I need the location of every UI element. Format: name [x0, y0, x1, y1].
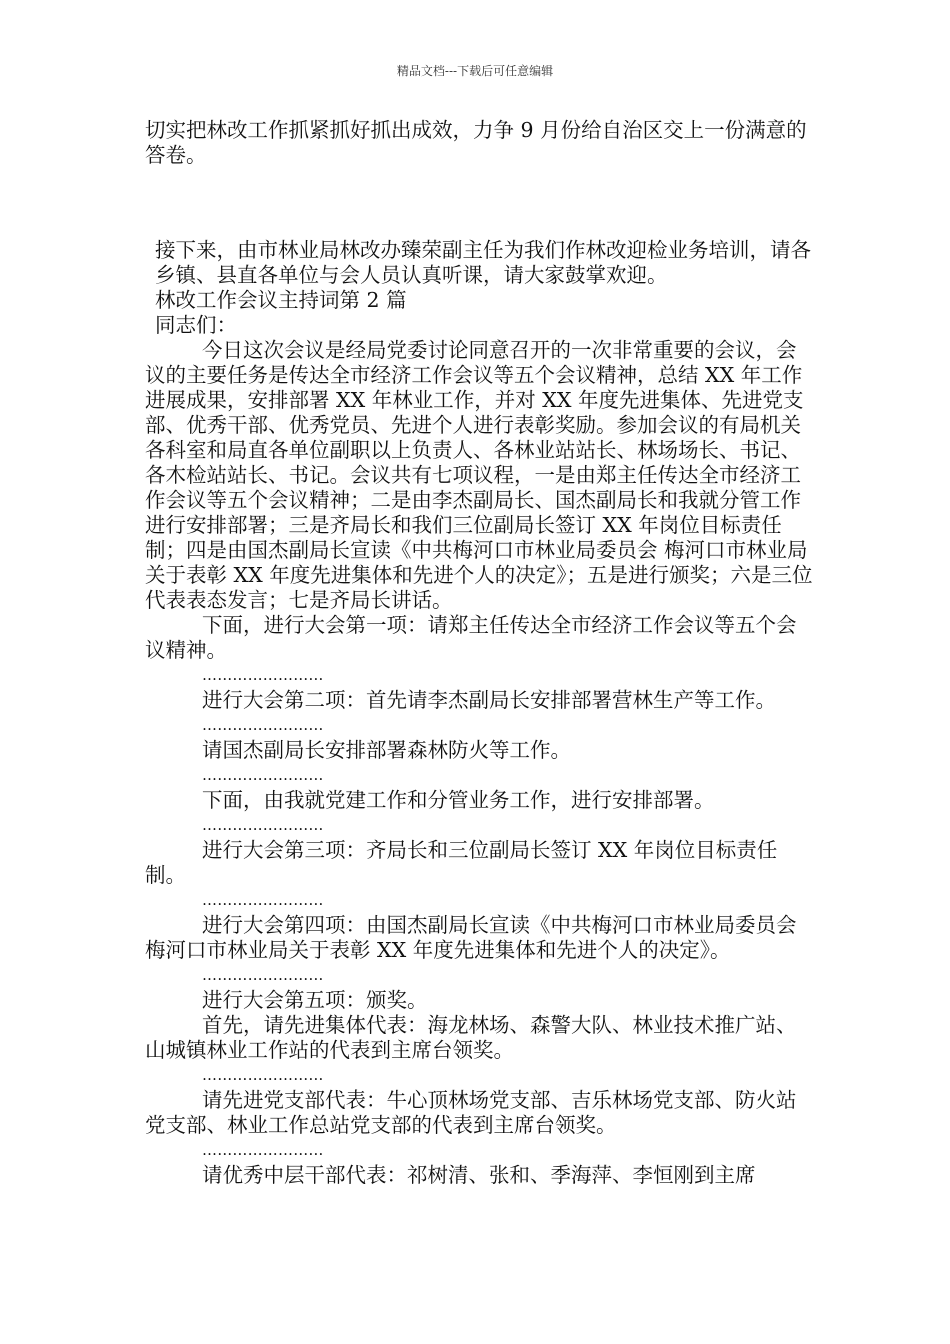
- ellipsis-divider: ……………………: [202, 716, 324, 734]
- page-header: 精品文档---下载后可任意编辑: [396, 64, 554, 78]
- ellipsis-divider: ……………………: [202, 891, 324, 909]
- paragraph-party-branches: 请先进党支部代表：牛心顶林场党支部、吉乐林场党支部、防火站党支部、林业工作总站党支部的代表到主席台领奖。: [145, 1088, 797, 1137]
- paragraph-agenda: 今日这次会议是经局党委讨论同意召开的一次非常重要的会议，会议的主要任务是传达全市经济工作会议等五个会议精神，总结 XX 年工作进展成果，安排部署 XX 年林业工作，并对 XX 年度先进集体、先进党支部、优秀干部、优秀党员、先进个人进行表彰奖励。参加会议的有局机关各科室和局直各单位副职以上负责人、各林业站站长、林场场长、书记、各木检站站长、书记。会议共有七项议程，一是由郑主任传达全市经济工作会议等五个会议精神；二是由李杰副局长、国杰副局长和我就分管工作进行安排部署；三是齐局长和我们三位副局长签订 XX 年岗位目标责任制；四是由国杰副局长宣读《中共梅河口市林业局委员会 梅河口市林业局关于表彰 XX 年度先进集体和先进个人的决定》；五是进行颁奖；六是三位代表表态发言；七是齐局长讲话。: [145, 338, 813, 612]
- paragraph-item-4: 进行大会第四项：由国杰副局长宣读《中共梅河口市林业局委员会 梅河口市林业局关于表彰 XX 年度先进集体和先进个人的决定》。: [145, 913, 797, 962]
- paragraph-closing: 切实把林改工作抓紧抓好抓出成效，力争 9 月份给自治区交上一份满意的答卷。: [145, 118, 807, 167]
- paragraph-fire-prevention: 请国杰副局长安排部署森林防火等工作。: [202, 738, 571, 762]
- paragraph-item-2: 进行大会第二项：首先请李杰副局长安排部署营林生产等工作。: [202, 688, 776, 712]
- ellipsis-divider: ……………………: [202, 1066, 324, 1084]
- ellipsis-divider: ……………………: [202, 966, 324, 984]
- paragraph-item-3: 进行大会第三项：齐局长和三位副局长签订 XX 年岗位目标责任制。: [145, 838, 778, 887]
- paragraph-party-building: 下面，由我就党建工作和分管业务工作，进行安排部署。: [202, 788, 715, 812]
- ellipsis-divider: ……………………: [202, 816, 324, 834]
- ellipsis-divider: ……………………: [202, 666, 324, 684]
- document-body: [145, 118, 815, 1188]
- paragraph-advanced-collectives: 首先，请先进集体代表：海龙林场、森警大队、林业技术推广站、山城镇林业工作站的代表到主席台领奖。: [145, 1013, 797, 1062]
- spacer: [145, 168, 815, 238]
- ellipsis-divider: ……………………: [202, 1141, 324, 1159]
- paragraph-intro-training: 接下来，由市林业局林改办臻荣副主任为我们作林改迎检业务培训，请各乡镇、县直各单位与会人员认真听课，请大家鼓掌欢迎。: [155, 238, 811, 287]
- salutation: 同志们：: [155, 313, 237, 337]
- paragraph-cadres: 请优秀中层干部代表：祁树清、张和、季海萍、李恒刚到主席: [202, 1163, 756, 1187]
- ellipsis-divider: ……………………: [202, 766, 324, 784]
- paragraph-item-5: 进行大会第五项：颁奖。: [202, 988, 428, 1012]
- section-title: 林改工作会议主持词第 2 篇: [155, 288, 407, 312]
- paragraph-item-1: 下面，进行大会第一项：请郑主任传达全市经济工作会议等五个会议精神。: [145, 613, 797, 662]
